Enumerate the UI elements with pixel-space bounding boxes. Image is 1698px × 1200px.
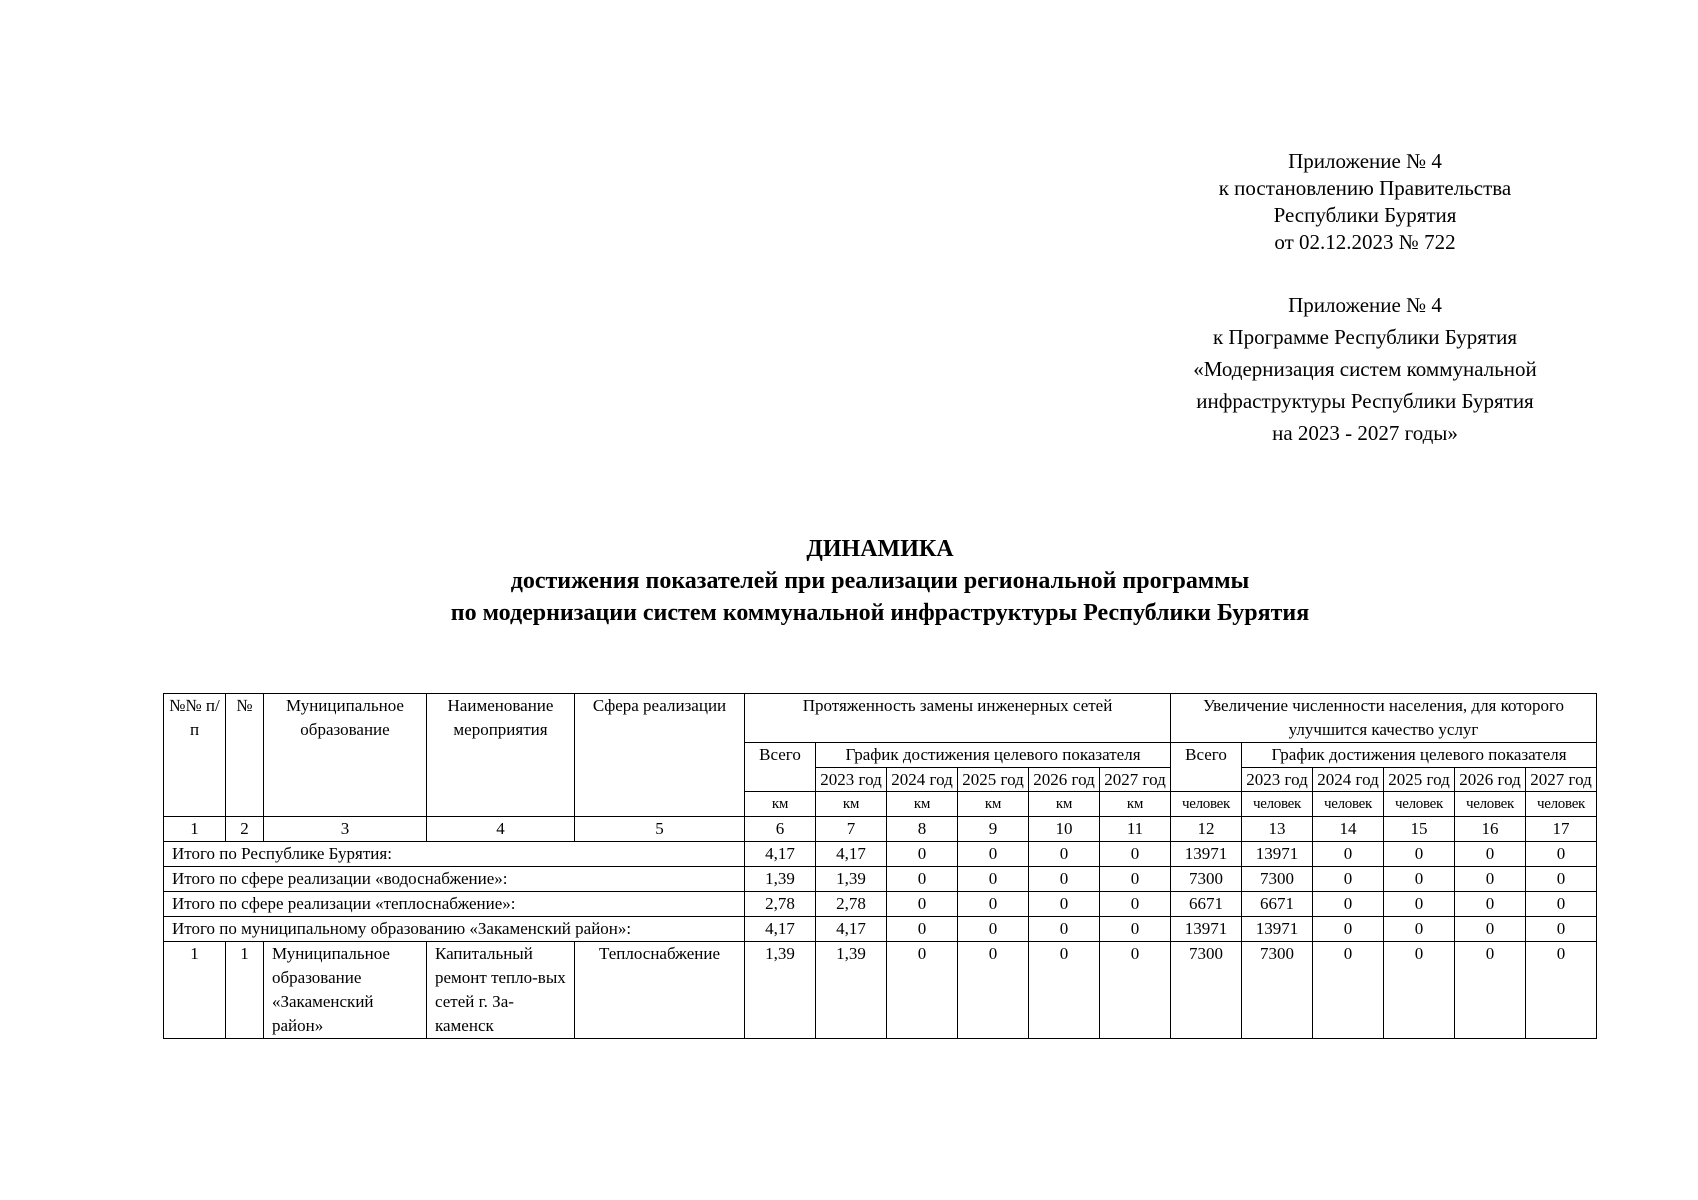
title-line: достижения показателей при реализации региональной программы bbox=[510, 568, 1250, 594]
column-number: 12 bbox=[1171, 817, 1242, 842]
table-cell: 0 bbox=[1455, 892, 1526, 917]
table-cell: 7300 bbox=[1171, 867, 1242, 892]
unit-km: км bbox=[816, 792, 887, 817]
appendix-line: от 02.12.2023 № 722 bbox=[1274, 230, 1456, 254]
table-cell: 0 bbox=[1100, 917, 1171, 942]
table-cell: 13971 bbox=[1171, 842, 1242, 867]
column-number: 4 bbox=[427, 817, 575, 842]
table-cell: 13971 bbox=[1242, 917, 1313, 942]
table-cell: 0 bbox=[1455, 842, 1526, 867]
header-year: 2024 год bbox=[887, 768, 958, 792]
indicators-table bbox=[163, 693, 1597, 1039]
column-number: 2 bbox=[226, 817, 264, 842]
column-number: 15 bbox=[1384, 817, 1455, 842]
document-title bbox=[160, 533, 1600, 629]
column-number: 10 bbox=[1029, 817, 1100, 842]
header-year: 2026 год bbox=[1455, 768, 1526, 792]
table-cell: 0 bbox=[1100, 942, 1171, 1039]
unit-km: км bbox=[1100, 792, 1171, 817]
table-cell: 2,78 bbox=[816, 892, 887, 917]
detail-no: 1 bbox=[226, 942, 264, 1039]
title-main: ДИНАМИКА bbox=[806, 536, 954, 562]
table-cell: 0 bbox=[1100, 867, 1171, 892]
detail-sphere: Теплоснабжение bbox=[575, 942, 745, 1039]
header-npp: №№ п/п bbox=[164, 694, 226, 817]
summary-row-municipality bbox=[164, 917, 1597, 942]
table-cell: 0 bbox=[1029, 842, 1100, 867]
table-cell: 0 bbox=[958, 942, 1029, 1039]
appendix-line: «Модернизация систем коммунальной bbox=[1193, 357, 1537, 381]
summary-row-heat bbox=[164, 892, 1597, 917]
header-schedule-km: График достижения целевого показателя bbox=[816, 743, 1171, 768]
unit-km: км bbox=[887, 792, 958, 817]
table-cell: 0 bbox=[887, 942, 958, 1039]
header-year: 2023 год bbox=[1242, 768, 1313, 792]
table-cell: 0 bbox=[1313, 842, 1384, 867]
table-cell: 0 bbox=[1384, 867, 1455, 892]
column-number: 8 bbox=[887, 817, 958, 842]
table-cell: 0 bbox=[1313, 892, 1384, 917]
summary-label: Итого по Республике Бурятия: bbox=[164, 842, 745, 867]
column-number: 7 bbox=[816, 817, 887, 842]
table-cell: 0 bbox=[1029, 867, 1100, 892]
unit-people: человек bbox=[1171, 792, 1242, 817]
table-cell: 0 bbox=[887, 842, 958, 867]
table-cell: 1,39 bbox=[816, 942, 887, 1039]
table-cell: 4,17 bbox=[816, 917, 887, 942]
table-cell: 1,39 bbox=[745, 942, 816, 1039]
table-cell: 6671 bbox=[1171, 892, 1242, 917]
unit-people: человек bbox=[1455, 792, 1526, 817]
column-number: 5 bbox=[575, 817, 745, 842]
table-cell: 1,39 bbox=[816, 867, 887, 892]
table-cell: 0 bbox=[1029, 942, 1100, 1039]
column-number: 11 bbox=[1100, 817, 1171, 842]
table-cell: 0 bbox=[1384, 842, 1455, 867]
column-number: 9 bbox=[958, 817, 1029, 842]
table-cell: 0 bbox=[887, 867, 958, 892]
table-cell: 7300 bbox=[1242, 942, 1313, 1039]
header-group-length: Протяженность замены инженерных сетей bbox=[745, 694, 1171, 743]
table-cell: 0 bbox=[1455, 867, 1526, 892]
column-number: 17 bbox=[1526, 817, 1597, 842]
table-cell: 4,17 bbox=[816, 842, 887, 867]
table-cell: 0 bbox=[1526, 917, 1597, 942]
column-number: 1 bbox=[164, 817, 226, 842]
column-number: 3 bbox=[264, 817, 427, 842]
column-number: 16 bbox=[1455, 817, 1526, 842]
table-cell: 0 bbox=[1384, 892, 1455, 917]
header-year: 2023 год bbox=[816, 768, 887, 792]
header-year: 2027 год bbox=[1100, 768, 1171, 792]
column-number-row bbox=[164, 817, 1597, 842]
table-cell: 0 bbox=[1526, 942, 1597, 1039]
table-cell: 13971 bbox=[1242, 842, 1313, 867]
table-cell: 0 bbox=[1100, 892, 1171, 917]
header-year: 2025 год bbox=[1384, 768, 1455, 792]
table-cell: 7300 bbox=[1171, 942, 1242, 1039]
summary-label: Итого по муниципальному образованию «Закаменский район»: bbox=[164, 917, 745, 942]
table-cell: 0 bbox=[887, 917, 958, 942]
table-cell: 6671 bbox=[1242, 892, 1313, 917]
summary-label: Итого по сфере реализации «водоснабжение»: bbox=[164, 867, 745, 892]
table-cell: 0 bbox=[958, 917, 1029, 942]
appendix-program bbox=[1125, 289, 1605, 449]
header-year: 2025 год bbox=[958, 768, 1029, 792]
table-cell: 13971 bbox=[1171, 917, 1242, 942]
appendix-line: инфраструктуры Республики Бурятия bbox=[1196, 389, 1534, 413]
header-year: 2024 год bbox=[1313, 768, 1384, 792]
column-number: 13 bbox=[1242, 817, 1313, 842]
column-number: 14 bbox=[1313, 817, 1384, 842]
table-cell: 0 bbox=[958, 892, 1029, 917]
table-cell: 0 bbox=[1029, 917, 1100, 942]
header-event: Наименование мероприятия bbox=[427, 694, 575, 817]
header-total-people: Всего bbox=[1171, 743, 1242, 792]
unit-km: км bbox=[958, 792, 1029, 817]
table-cell: 4,17 bbox=[745, 842, 816, 867]
appendix-government-decree bbox=[1145, 148, 1585, 256]
table-cell: 0 bbox=[1526, 892, 1597, 917]
header-no: № bbox=[226, 694, 264, 817]
summary-row-republic bbox=[164, 842, 1597, 867]
table-cell: 0 bbox=[1100, 842, 1171, 867]
column-number: 6 bbox=[745, 817, 816, 842]
table-cell: 0 bbox=[1313, 917, 1384, 942]
table-cell: 0 bbox=[887, 892, 958, 917]
appendix-line: Республики Бурятия bbox=[1273, 203, 1457, 227]
header-schedule-people: График достижения целевого показателя bbox=[1242, 743, 1597, 768]
detail-municipality: Муниципальное образование «Закаменский район» bbox=[264, 942, 427, 1039]
appendix-line: к Программе Республики Бурятия bbox=[1212, 325, 1518, 349]
appendix-line: Приложение № 4 bbox=[1288, 149, 1442, 173]
summary-label: Итого по сфере реализации «теплоснабжение»: bbox=[164, 892, 745, 917]
table-cell: 7300 bbox=[1242, 867, 1313, 892]
header-sphere: Сфера реализации bbox=[575, 694, 745, 817]
header-year: 2027 год bbox=[1526, 768, 1597, 792]
appendix-line: к постановлению Правительства bbox=[1218, 176, 1512, 200]
unit-people: человек bbox=[1242, 792, 1313, 817]
table-cell: 0 bbox=[1526, 867, 1597, 892]
table-cell: 0 bbox=[958, 867, 1029, 892]
header-year: 2026 год bbox=[1029, 768, 1100, 792]
summary-row-water bbox=[164, 867, 1597, 892]
table-cell: 0 bbox=[1455, 942, 1526, 1039]
header-group-population: Увеличение численности населения, для которого улучшится качество услуг bbox=[1171, 694, 1597, 743]
unit-people: человек bbox=[1526, 792, 1597, 817]
unit-people: человек bbox=[1384, 792, 1455, 817]
table-cell: 4,17 bbox=[745, 917, 816, 942]
table-cell: 0 bbox=[1313, 867, 1384, 892]
table-cell: 2,78 bbox=[745, 892, 816, 917]
detail-npp: 1 bbox=[164, 942, 226, 1039]
appendix-line: Приложение № 4 bbox=[1288, 293, 1442, 317]
table-cell: 0 bbox=[1384, 942, 1455, 1039]
unit-km: км bbox=[1029, 792, 1100, 817]
table-cell: 0 bbox=[1313, 942, 1384, 1039]
table-cell: 0 bbox=[1384, 917, 1455, 942]
table-cell: 1,39 bbox=[745, 867, 816, 892]
unit-km: км bbox=[745, 792, 816, 817]
header-total-km: Всего bbox=[745, 743, 816, 792]
detail-row bbox=[164, 942, 1597, 1039]
unit-people: человек bbox=[1313, 792, 1384, 817]
detail-event: Капитальный ремонт тепло-вых сетей г. За-каменск bbox=[427, 942, 575, 1039]
title-line: по модернизации систем коммунальной инфраструктуры Республики Бурятия bbox=[450, 600, 1310, 626]
table-cell: 0 bbox=[1526, 842, 1597, 867]
header-municipality: Муниципальное образование bbox=[264, 694, 427, 817]
table-cell: 0 bbox=[958, 842, 1029, 867]
appendix-line: на 2023 - 2027 годы» bbox=[1272, 421, 1458, 445]
table-cell: 0 bbox=[1455, 917, 1526, 942]
table-cell: 0 bbox=[1029, 892, 1100, 917]
